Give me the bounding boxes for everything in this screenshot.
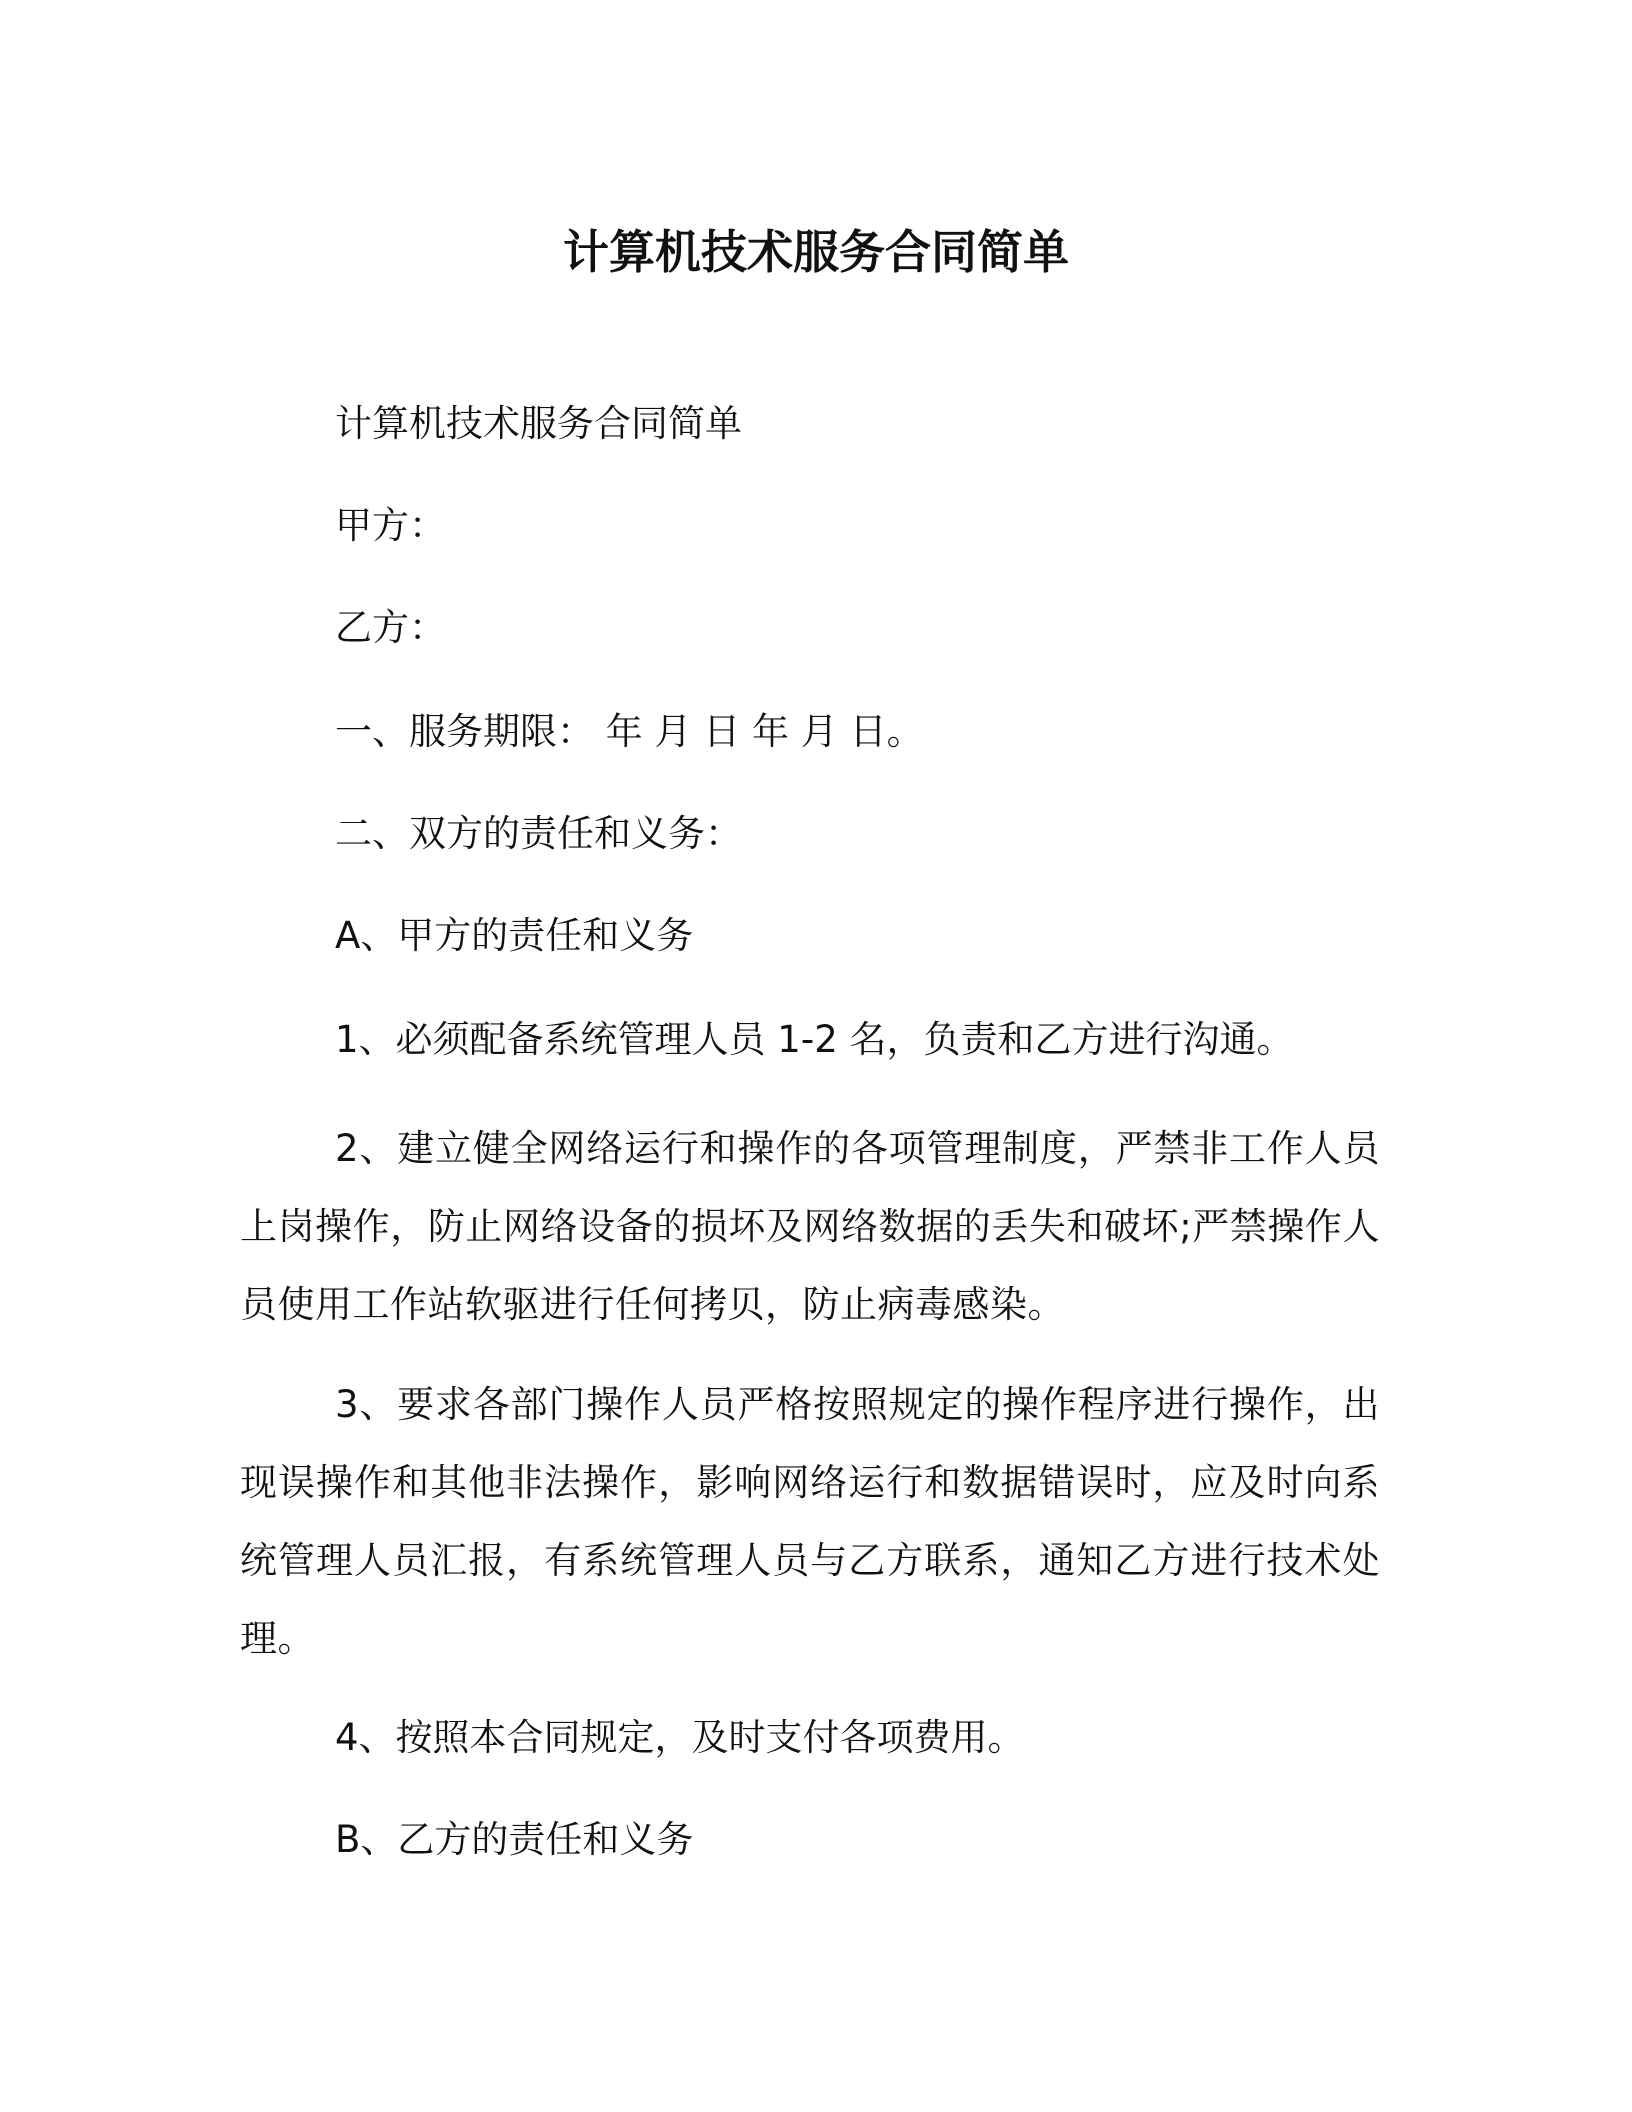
clause-item-3: 3、要求各部门操作人员严格按照规定的操作程序进行操作，出现误操作和其他非法操作，影响网络运行和数据错误时，应及时向系统管理人员汇报，有系统管理人员与乙方联系，通知乙方进行技术处理。: [240, 1383, 1380, 1660]
section-responsibilities: 二、双方的责任和义务：: [335, 812, 742, 855]
subsection-party-a-duties: A、甲方的责任和义务: [335, 914, 694, 957]
party-a-label: 甲方：: [335, 504, 446, 547]
clause-item-1: 1、必须配备系统管理人员 1-2 名，负责和乙方进行沟通。: [335, 1018, 1294, 1061]
section-service-term: 一、服务期限： 年 月 日 年 月 日。: [335, 710, 924, 753]
party-b-label: 乙方：: [335, 606, 446, 649]
page-title: 计算机技术服务合同简单: [563, 225, 1069, 279]
document-subtitle: 计算机技术服务合同简单: [335, 402, 742, 445]
clause-item-4: 4、按照本合同规定，及时支付各项费用。: [335, 1716, 1025, 1759]
clause-item-2: 2、建立健全网络运行和操作的各项管理制度，严禁非工作人员上岗操作，防止网络设备的损坏及网络数据的丢失和破坏;严禁操作人员使用工作站软驱进行任何拷贝，防止病毒感染。: [240, 1127, 1380, 1326]
subsection-party-b-duties: B、乙方的责任和义务: [335, 1818, 694, 1861]
